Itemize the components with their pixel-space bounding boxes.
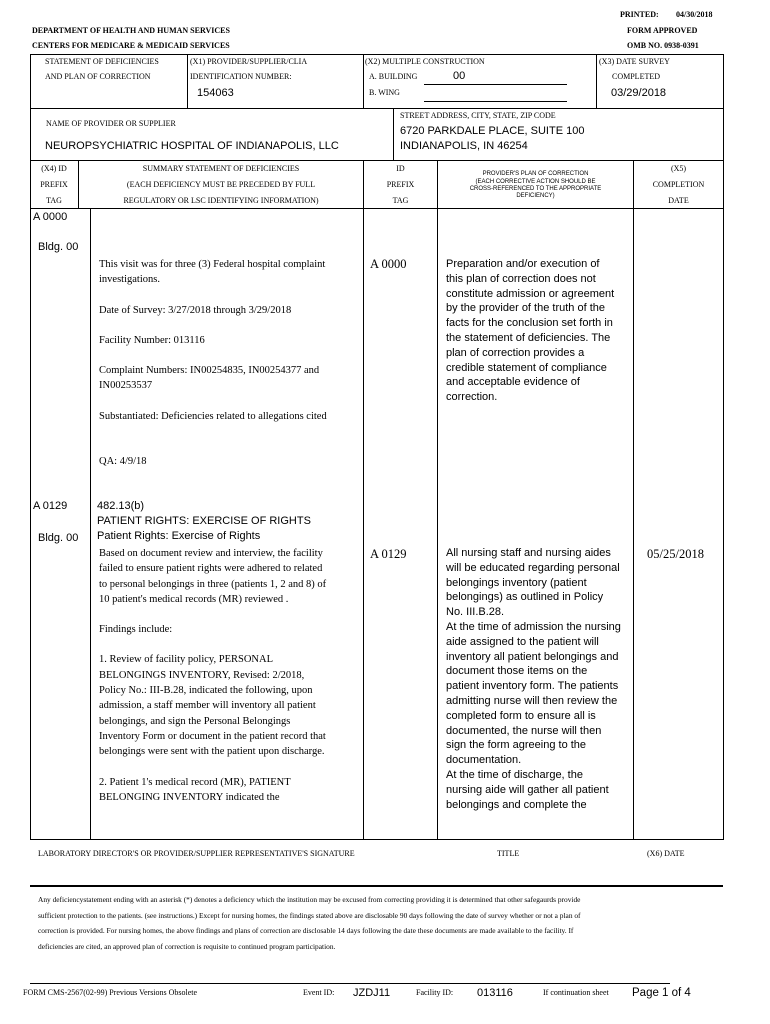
form-approved: FORM APPROVED [627, 26, 698, 35]
cms-name: CENTERS FOR MEDICARE & MEDICAID SERVICES [32, 41, 230, 50]
form-id: FORM CMS-2567(02-99) Previous Versions Obsolete [23, 988, 198, 997]
printed-date: 04/30/2018 [676, 10, 713, 19]
building-underline [424, 84, 567, 85]
summary-a0000-p2: Date of Survey: 3/27/2018 through 3/29/2018 [99, 304, 292, 316]
summary-a0000-p1: This visit was for three (3) Federal hospital complaint investigations. [99, 259, 326, 286]
building-label: A. BUILDING [369, 72, 418, 81]
summary-header-1: SUMMARY STATEMENT OF DEFICIENCIES [142, 164, 300, 173]
wing-underline [424, 101, 567, 102]
summary-a0000-p4: Complaint Numbers: IN00254835, IN00254377 and IN00253537 [99, 365, 320, 392]
statement-label-2: AND PLAN OF CORRECTION [45, 72, 151, 81]
tag-a0129: A 0129 [33, 500, 68, 512]
summary-a0000 [99, 257, 339, 469]
plan-a0129 [446, 546, 622, 812]
summary-a0000-p3: Facility Number: 013116 [99, 334, 205, 346]
x5-header-2: COMPLETION [652, 180, 705, 189]
summary-a0129-p4: 2. Patient 1's medical record (MR), PATIENT BELONGING INVENTORY indicated the [99, 776, 291, 803]
id-a0000: A 0000 [370, 257, 407, 271]
address-line-2: INDIANAPOLIS, IN 46254 [400, 140, 528, 152]
provider-name-label: NAME OF PROVIDER OR SUPPLIER [46, 119, 176, 128]
id-header-3: TAG [392, 196, 409, 205]
x5-header-3: DATE [668, 196, 689, 205]
x4-header-1: (X4) ID [41, 164, 67, 173]
plan-a0129-p1: All nursing staff and nursing aides will be educated regarding personal belongings inventory (patient belongings) as outlined in Policy No. III.B.28. [446, 547, 620, 619]
id-header-2: PREFIX [386, 180, 415, 189]
signature-label: LABORATORY DIRECTOR'S OR PROVIDER/SUPPLIER REPRESENTATIVE'S SIGNATURE [38, 849, 355, 858]
plan-header-1: PROVIDER'S PLAN OF CORRECTION [482, 171, 589, 177]
x3-label-2: COMPLETED [612, 72, 660, 81]
id-a0129: A 0129 [370, 547, 407, 561]
building-tag-2: Bldg. 00 [38, 532, 79, 544]
building-value: 00 [453, 70, 466, 82]
regulation-subtitle: Patient Rights: Exercise of Rights [97, 530, 261, 542]
printed-label: PRINTED: [620, 10, 659, 19]
statement-label-1: STATEMENT OF DEFICIENCIES [45, 57, 159, 66]
regulation-title: PATIENT RIGHTS: EXERCISE OF RIGHTS [97, 515, 311, 527]
facility-id-value: 013116 [477, 987, 513, 999]
x4-header-3: TAG [46, 196, 62, 205]
event-id-value: JZDJ11 [353, 987, 391, 999]
provider-name: NEUROPSYCHIATRIC HOSPITAL OF INDIANAPOLIS, LLC [45, 140, 339, 152]
x1-label-1: (X1) PROVIDER/SUPPLIER/CLIA [190, 57, 308, 66]
summary-a0000-p5: Substantiated: Deficiencies related to allegations cited [99, 410, 327, 422]
summary-header-2: (EACH DEFICIENCY MUST BE PRECEDED BY FULL [126, 180, 316, 189]
plan-a0000: Preparation and/or execution of this plan of correction does not constitute admission or agreement by the provider of the truth of the facts for the conclusion set forth in the statement of deficiencies. The plan of correction provides a credible statement of compliance and acceptable evidence of correction. [446, 258, 615, 404]
summary-a0000-p6: QA: 4/9/18 [99, 456, 147, 468]
plan-a0129-p2: At the time of admission the nursing aide assigned to the patient will inventory all patient belongings and document those items on the patient inventory form. The patients admitting nurse will then review the completed form to ensure all is documented, the nurse will then sign the form agreeing to the documentation. [446, 620, 621, 767]
facility-id-label: Facility ID: [416, 988, 454, 997]
title-label: TITLE [497, 849, 520, 858]
tag-a0000: A 0000 [33, 211, 68, 223]
summary-header-3: REGULATORY OR LSC IDENTIFYING INFORMATION) [123, 196, 319, 205]
regulation-number: 482.13(b) [97, 500, 145, 512]
id-header-1: ID [396, 164, 405, 173]
provider-number: 154063 [197, 87, 234, 99]
completion-date-a0129: 05/25/2018 [647, 547, 704, 561]
event-id-label: Event ID: [303, 988, 335, 997]
wing-label: B. WING [369, 88, 400, 97]
x1-label-2: IDENTIFICATION NUMBER: [190, 72, 292, 81]
omb-number: OMB NO. 0938-0391 [627, 41, 699, 50]
signature-divider [30, 885, 723, 887]
summary-a0129-p2: Findings include: [99, 624, 173, 636]
page-number: Page 1 of 4 [632, 987, 691, 999]
address-label: STREET ADDRESS, CITY, STATE, ZIP CODE [400, 111, 556, 120]
department-name: DEPARTMENT OF HEALTH AND HUMAN SERVICES [32, 26, 230, 35]
x6-date-label: (X6) DATE [647, 849, 685, 858]
plan-header-3: CROSS-REFERENCED TO THE APPROPRIATE [469, 186, 602, 192]
footer-divider [30, 983, 670, 984]
disclaimer-text: Any deficiencystatement ending with an asterisk (*) denotes a deficiency which the institution may be excused from correcting providing it is determined that other safegaurds provide sufficient protection to the patients. (see instructions.) Except for nursing homes, the findings stated above are disclosable 90 days following the date of survey whether or not a plan of correction is provided. For nursing homes, the above findings and plans of correction are disclosable 14 days following the date these documents are made available to the facility. If deficiencies are cited, an approved plan of correction is requisite to continued program participation. [38, 895, 581, 951]
x5-header-1: (X5) [670, 164, 687, 173]
continuation-label: If continuation sheet [543, 988, 609, 997]
address-line-1: 6720 PARKDALE PLACE, SUITE 100 [400, 125, 585, 137]
plan-header-4: DEFICIENCY) [516, 193, 555, 199]
summary-a0129-p3: 1. Review of facility policy, PERSONAL BELONGINGS INVENTORY, Revised: 2/2018, Policy No.: III-B.28, indicated the following, upon admission, a staff member will inventory all patient belongings, and sign the Personal Belongings Inventory Form or document in the patient record that belongings were sent with the patient upon discharge. [99, 654, 326, 758]
survey-date: 03/29/2018 [611, 87, 667, 99]
x4-header-2: PREFIX [40, 180, 68, 189]
building-tag-1: Bldg. 00 [38, 241, 79, 253]
x2-label: (X2) MULTIPLE CONSTRUCTION [365, 57, 485, 66]
plan-header-2: (EACH CORRECTIVE ACTION SHOULD BE [475, 179, 596, 185]
summary-a0129-p1: Based on document review and interview, the facility failed to ensure patient rights were adhered to related to personal belongings in three (patients 1, 2 and 8) of 10 patient's medical records (MR) reviewed . [99, 548, 327, 605]
x3-label-1: (X3) DATE SURVEY [599, 57, 670, 66]
plan-a0129-p3: At the time of discharge, the nursing aide will gather all patient belongings and complete the [446, 768, 609, 811]
summary-a0129 [99, 546, 331, 805]
